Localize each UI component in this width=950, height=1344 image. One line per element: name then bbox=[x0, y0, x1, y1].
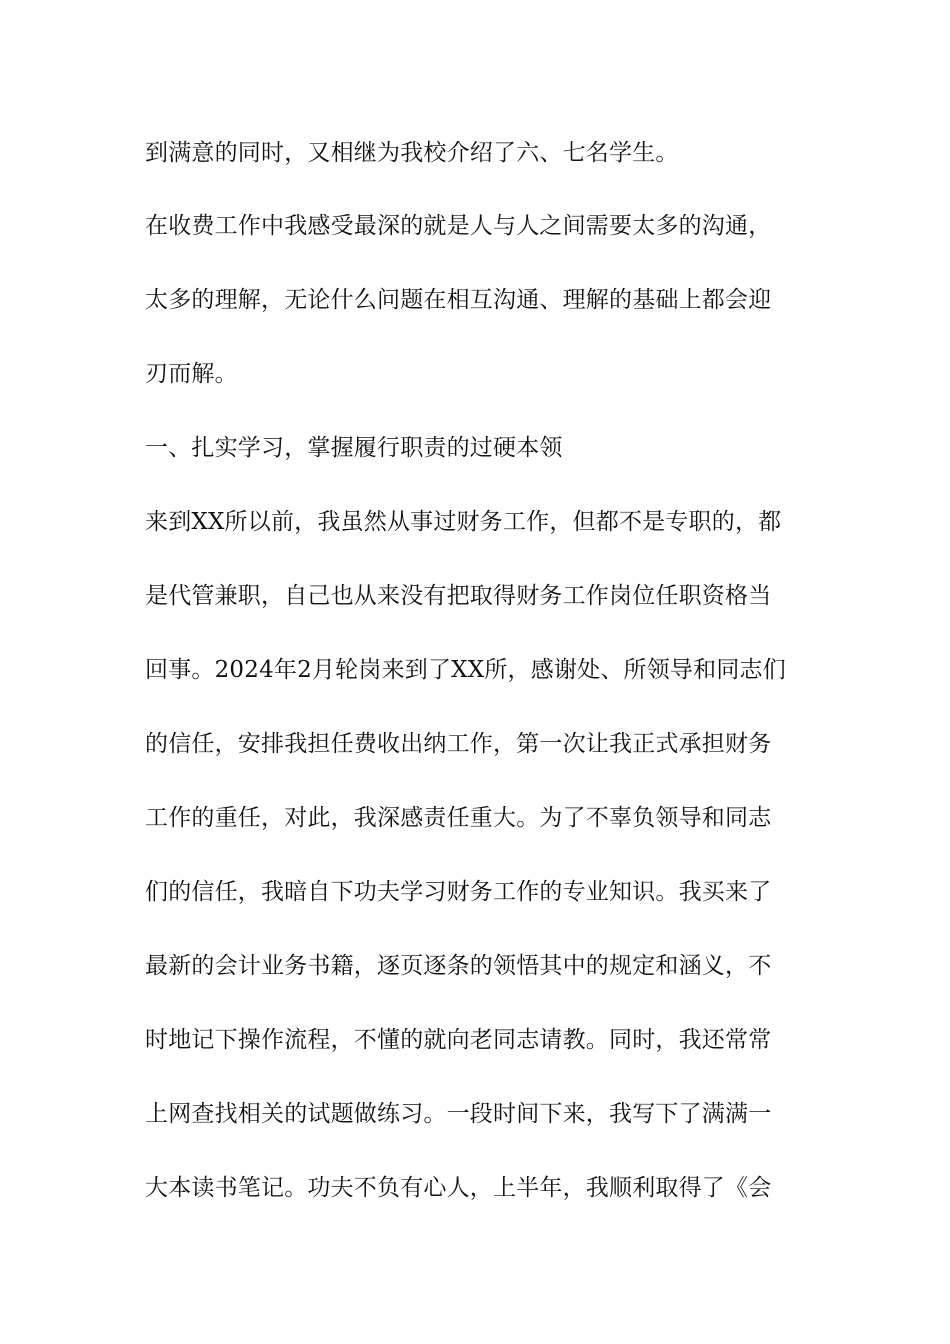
text-line: 工作的重任，对此，我深感责任重大。为了不辜负领导和同志 bbox=[145, 805, 772, 831]
section-heading: 一、扎实学习，掌握履行职责的过硬本领 bbox=[145, 435, 563, 461]
text-line: 刃而解。 bbox=[145, 361, 238, 387]
text-line: 时地记下操作流程，不懂的就向老同志请教。同时，我还常常 bbox=[145, 1027, 772, 1053]
text-line: 最新的会计业务书籍，逐页逐条的领悟其中的规定和涵义，不 bbox=[145, 953, 772, 979]
text-line: 上网查找相关的试题做练习。一段时间下来，我写下了满满一 bbox=[145, 1101, 772, 1127]
text-line: 们的信任，我暗自下功夫学习财务工作的专业知识。我买来了 bbox=[145, 879, 772, 905]
text-line: 的信任，安排我担任费收出纳工作，第一次让我正式承担财务 bbox=[145, 731, 772, 757]
text-line: 来到XX所以前，我虽然从事过财务工作，但都不是专职的，都 bbox=[145, 509, 782, 535]
text-line: 在收费工作中我感受最深的就是人与人之间需要太多的沟通， bbox=[145, 213, 772, 239]
text-line: 到满意的同时，又相继为我校介绍了六、七名学生。 bbox=[145, 140, 679, 166]
text-line: 太多的理解，无论什么问题在相互沟通、理解的基础上都会迎 bbox=[145, 287, 772, 313]
text-line: 大本读书笔记。功夫不负有心人，上半年，我顺利取得了《会 bbox=[145, 1175, 772, 1201]
text-line: 是代管兼职，自己也从来没有把取得财务工作岗位任职资格当 bbox=[145, 583, 772, 609]
text-line: 回事。2024年2月轮岗来到了XX所，感谢处、所领导和同志们 bbox=[145, 657, 786, 683]
